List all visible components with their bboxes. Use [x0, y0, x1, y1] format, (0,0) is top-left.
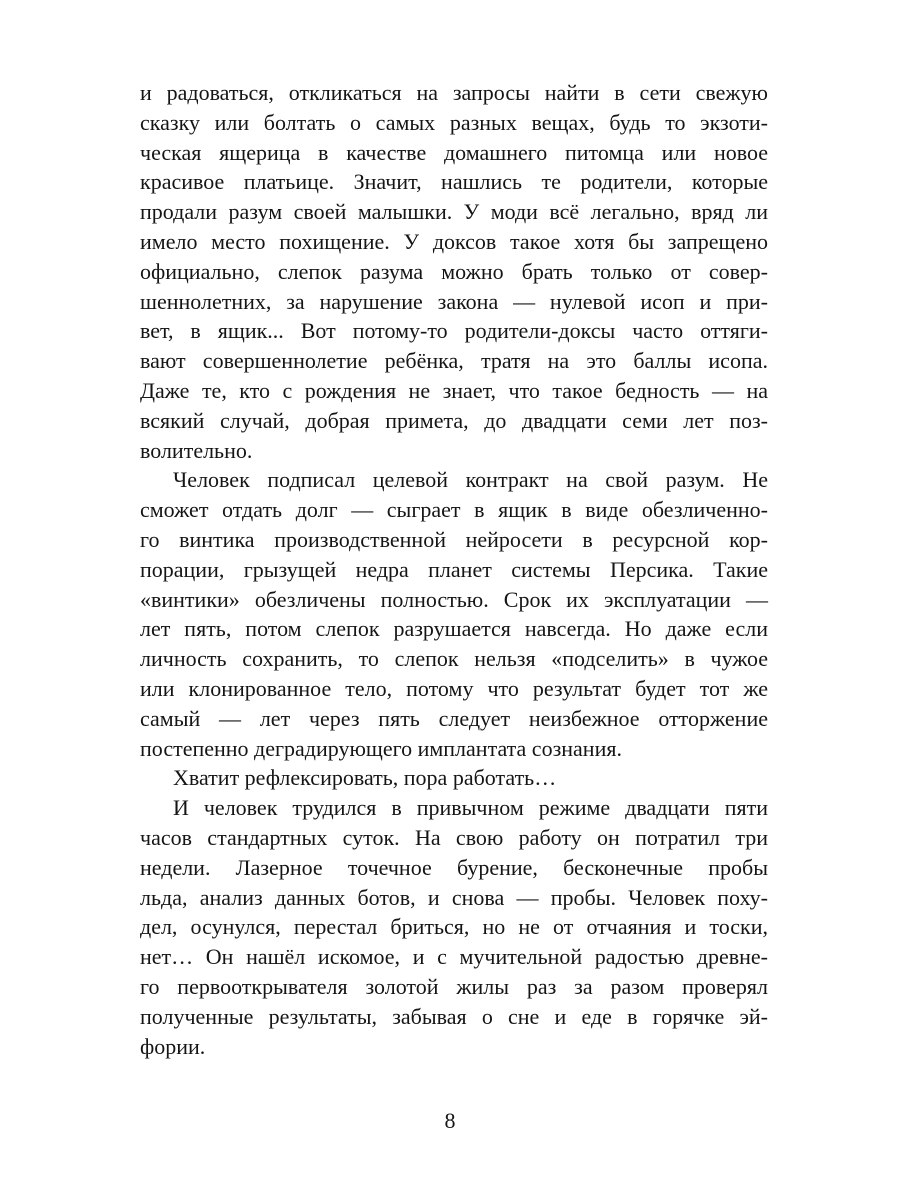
paragraph	[140, 465, 768, 763]
text-line: шеннолетних, за нарушение закона — нулевой исоп и при-	[140, 288, 768, 314]
text-line: волительно.	[140, 437, 253, 463]
text-line: ческая ящерица в качестве домашнего питомца или новое	[140, 139, 768, 165]
text-line: имело место похищение. У доксов такое хотя бы запрещено	[140, 228, 768, 254]
text-line: Даже те, кто с рождения не знает, что такое бедность — на	[140, 377, 768, 403]
text-line: часов стандартных суток. На свою работу он потратил три	[140, 824, 768, 850]
text-line: красивое платьице. Значит, нашлись те родители, которые	[140, 169, 768, 195]
text-line: Человек подписал целевой контракт на свой разум. Не	[173, 467, 768, 493]
text-line: «винтики» обезличены полностью. Срок их эксплуатации —	[140, 586, 768, 612]
text-line: личность сохранить, то слепок нельзя «подселить» в чужое	[140, 646, 768, 672]
text-line: всякий случай, добрая примета, до двадцати семи лет поз-	[140, 407, 768, 433]
text-line: го винтика производственной нейросети в ресурсной кор-	[140, 526, 768, 552]
text-block	[140, 78, 768, 1061]
text-line: Хватит рефлексировать, пора работать…	[173, 765, 557, 791]
paragraph	[140, 793, 768, 1061]
text-line: дел, осунулся, перестал бриться, но не от отчаяния и тоски,	[140, 914, 768, 940]
text-line: лет пять, потом слепок разрушается навсегда. Но даже если	[140, 616, 768, 642]
page-number: 8	[444, 1108, 456, 1133]
text-line: порации, грызущей недра планет системы Персика. Такие	[140, 556, 768, 582]
text-line: вают совершеннолетие ребёнка, тратя на это баллы исопа.	[140, 348, 768, 374]
text-line: продали разум своей малышки. У моди всё легально, вряд ли	[140, 199, 768, 225]
text-line: нет… Он нашёл искомое, и с мучительной радостью древне-	[140, 944, 768, 970]
text-line: И человек трудился в привычном режиме двадцати пяти	[173, 795, 768, 821]
paragraph	[140, 78, 768, 465]
text-line: постепенно деградирующего имплантата сознания.	[140, 735, 622, 761]
text-line: льда, анализ данных ботов, и снова — пробы. Человек поху-	[140, 884, 768, 910]
text-line: сказку или болтать о самых разных вещах, будь то экзоти-	[140, 109, 768, 135]
text-line: самый — лет через пять следует неизбежное отторжение	[140, 705, 768, 731]
text-line: полученные результаты, забывая о сне и еде в горячке эй-	[140, 1003, 768, 1029]
text-line: фории.	[140, 1033, 206, 1059]
text-line: официально, слепок разума можно брать только от совер-	[140, 258, 768, 284]
text-line: и радоваться, откликаться на запросы найти в сети свежую	[140, 80, 768, 105]
paragraph	[140, 763, 768, 793]
text-line: недели. Лазерное точечное бурение, бесконечные пробы	[140, 854, 768, 880]
text-line: или клонированное тело, потому что результат будет тот же	[140, 675, 768, 701]
text-line: сможет отдать долг — сыграет в ящик в виде обезличенно-	[140, 497, 768, 523]
text-line: го первооткрывателя золотой жилы раз за разом проверял	[140, 973, 768, 999]
text-line: вет, в ящик... Вот потому-то родители-доксы часто оттяги-	[140, 318, 768, 344]
